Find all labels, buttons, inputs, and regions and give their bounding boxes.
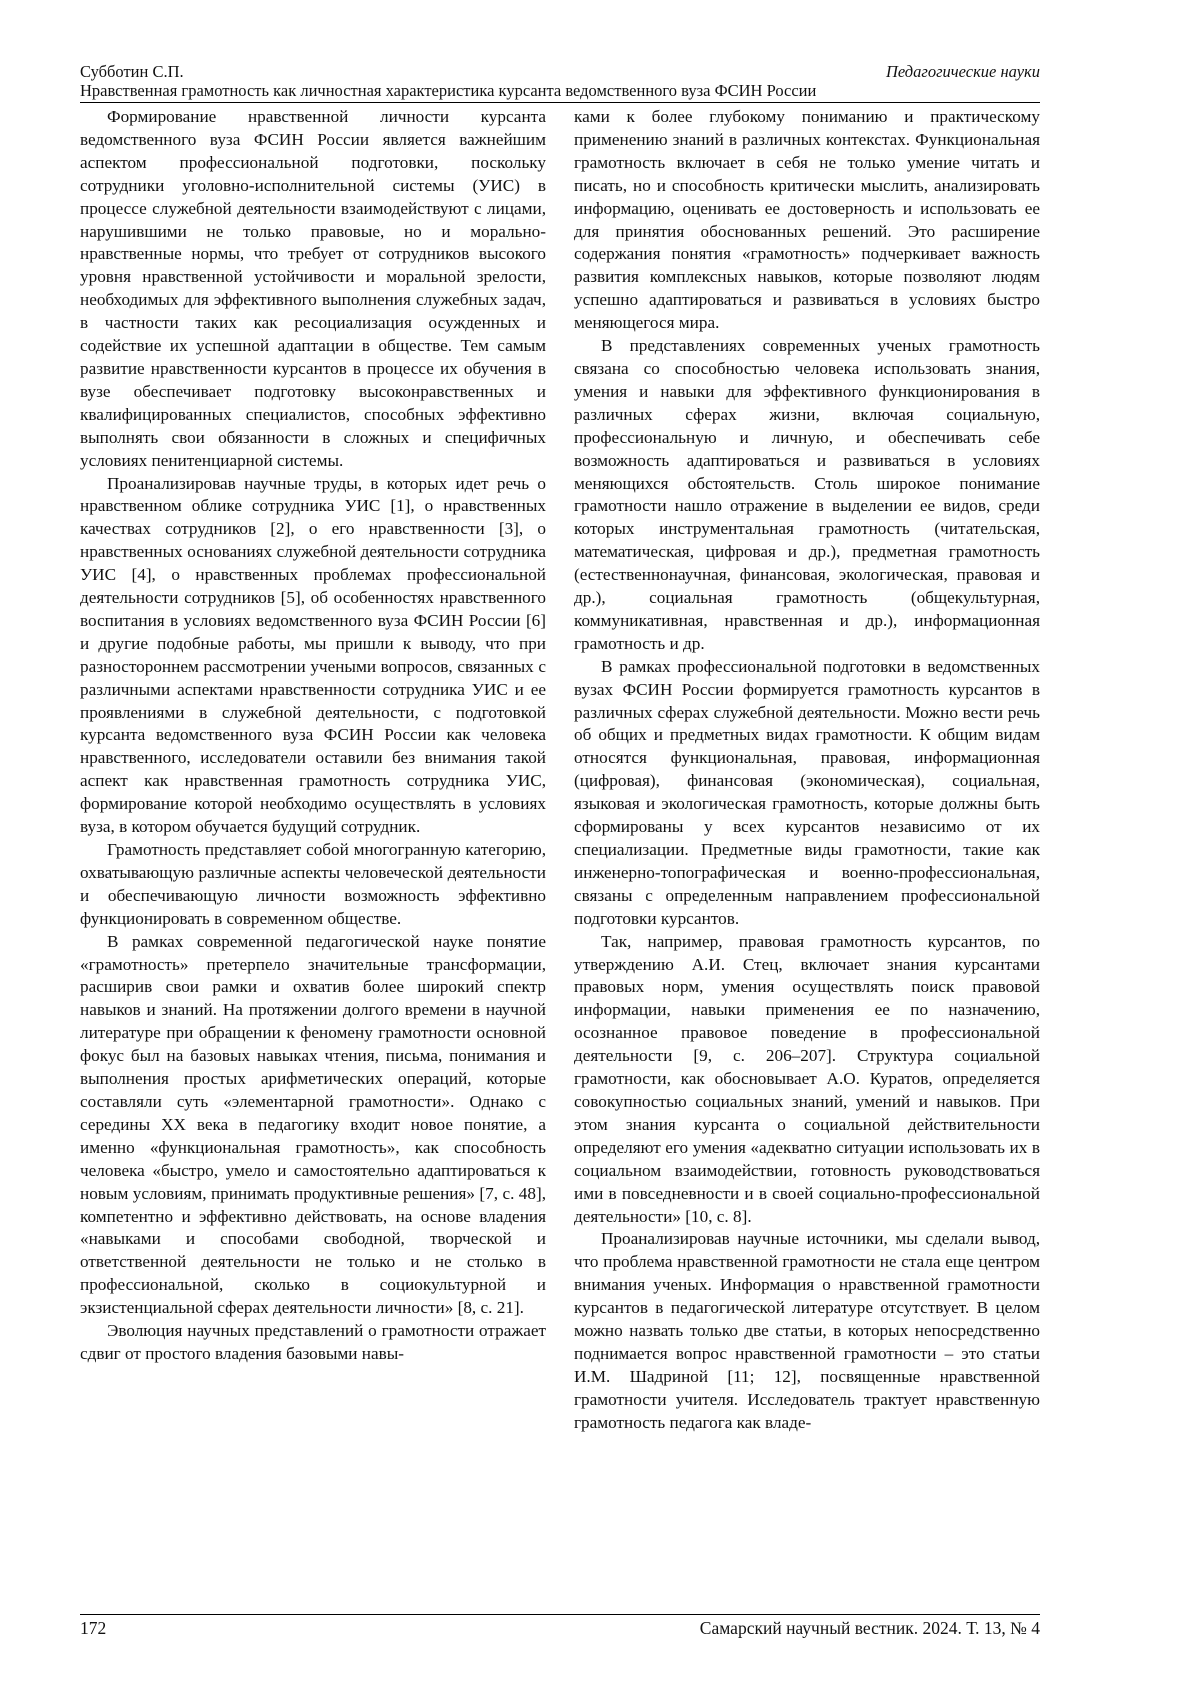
right-column xyxy=(574,106,1040,1612)
paragraph: Грамотность представляет собой многогранную категорию, охватывающую различные аспекты человеческой деятельности и обеспечивающую личности возможность эффективно функционировать в современном обществе. xyxy=(80,840,546,928)
left-column xyxy=(80,106,546,1612)
paragraph: Проанализировав научные источники, мы сделали вывод, что проблема нравственной грамотности не стала еще центром внимания ученых. Информация о нравственной грамотности курсантов в педагогической литературе отсутствует. В целом можно назвать только две статьи, в которых непосредственно поднимается вопрос нравственной грамотности – это статьи И.М. Шадриной [11; 12], посвященные нравственной грамотности учителя. Исследователь трактует нравственную грамотность педагога как владе- xyxy=(574,1229,1040,1432)
paragraph: Эволюция научных представлений о грамотности отражает сдвиг от простого владения базовыми навы- xyxy=(80,1321,546,1363)
running-footer xyxy=(80,1614,1040,1645)
paragraph: В представлениях современных ученых грамотность связана со способностью человека использовать знания, умения и навыки для эффективного функционирования в различных сферах жизни, включая социальную, профессиональную и личную, и обеспечивать себе возможность адаптироваться и развиваться в условиях меняющихся обстоятельств. Столь широкое понимание грамотности нашло отражение в выделении ее видов, среди которых инструментальная грамотность (читательская, математическая, цифровая и др.), предметная грамотность (естественнонаучная, финансовая, экологическая, правовая и др.), социальная грамотность (общекультурная, коммуникативная, нравственная и др.), информационная грамотность и др. xyxy=(574,336,1040,653)
header-article-title: Нравственная грамотность как личностная характеристика курсанта ведомственного вуза ФСИН России xyxy=(80,81,817,100)
journal-page xyxy=(80,62,1040,1662)
paragraph: Так, например, правовая грамотность курсантов, по утверждению А.И. Стец, включает знания курсантами правовых норм, умения осуществлять поиск правовой информации, навыки применения ее по назначению, осознанное правовое поведение в профессиональной деятельности [9, с. 206–207]. Структура социальной грамотности, как обосновывает А.О. Куратов, определяется совокупностью социальных знаний, умений и навыков. При этом знания курсанта о социальной действительности определяют его умения «адекватно ситуации использовать их в социальном взаимодействии, готовность руководствоваться ими в повседневности и в своей социально-профессиональной деятельности» [10, с. 8]. xyxy=(574,931,1040,1226)
page-number: 172 xyxy=(80,1618,107,1638)
paragraph-continuation: ками к более глубокому пониманию и практическому применению знаний в различных контекстах. Функциональная грамотность включает в себя не только умение читать и писать, но и способность критически мыслить, анализировать информацию, оценивать ее достоверность и использовать ее для принятия обоснованных решений. Это расширение содержания понятия «грамотность» подчеркивает важность развития комплексных навыков, которые позволяют людям успешно адаптироваться и развиваться в условиях быстро меняющегося мира. xyxy=(574,107,1040,333)
journal-citation: Самарский научный вестник. 2024. Т. 13, № 4 xyxy=(699,1618,1040,1638)
paragraph: В рамках современной педагогической науке понятие «грамотность» претерпело значительные трансформации, расширив свои рамки и охватив более широкий спектр навыков и знаний. На протяжении долгого времени в научной литературе при обращении к феномену грамотности основной фокус был на базовых навыках чтения, письма, понимания и выполнения простых арифметических операций, которые составляли суть «элементарной грамотности». Однако с середины XX века в педагогику входит новое понятие, а именно «функциональная грамотность», как способность человека «быстро, умело и самостоятельно адаптироваться к новым условиям, принимать продуктивные решения» [7, с. 48], компетентно и эффективно действовать, на основе владения «навыками и способами свободной, творческой и ответственной деятельности не только и не столько в профессиональной, сколько в социокультурной и экзистенциальной сферах деятельности личности» [8, с. 21]. xyxy=(80,931,546,1318)
paragraph: В рамках профессиональной подготовки в ведомственных вузах ФСИН России формируется грамотность курсантов в различных сферах служебной деятельности. Можно вести речь об общих и предметных видах грамотности. К общим видам относятся функциональная, правовая, информационная (цифровая), финансовая (экономическая), социальная, языковая и экологическая грамотность, которые должны быть сформированы у всех курсантов независимо от их специализации. Предметные виды грамотности, такие как инженерно-топографическая и военно-профессиональная, связаны с определенным направлением профессиональной подготовки курсантов. xyxy=(574,656,1040,928)
paragraph: Формирование нравственной личности курсанта ведомственного вуза ФСИН России является важнейшим аспектом профессиональной подготовки, поскольку сотрудники уголовно-исполнительной системы (УИС) в процессе служебной деятельности взаимодействуют с лицами, нарушившими не только правовые, но и морально-нравственные нормы, что требует от сотрудников высокого уровня нравственной устойчивости и моральной зрелости, необходимых для эффективного выполнения служебных задач, в частности таких как ресоциализация осужденных и содействие их успешной адаптации в обществе. Тем самым развитие нравственности курсантов в процессе их обучения в вузе обеспечивает подготовку высоконравственных и квалифицированных специалистов, способных эффективно выполнять свои обязанности в сложных и специфичных условиях пенитенциарной системы. xyxy=(80,107,546,470)
running-header xyxy=(80,62,1040,103)
header-section-label: Педагогические науки xyxy=(885,62,1040,81)
paragraph: Проанализировав научные труды, в которых идет речь о нравственном облике сотрудника УИС [1], о нравственных качествах сотрудников [2], о его нравственности [3], о нравственных основаниях служебной деятельности сотрудника УИС [4], о нравственных проблемах профессиональной деятельности сотрудников [5], об особенностях нравственного воспитания в условиях ведомственного вуза ФСИН России [6] и другие подобные работы, мы пришли к выводу, что при разностороннем рассмотрении учеными вопросов, связанных с различными аспектами нравственности сотрудника УИС и ее проявлениями в служебной деятельности, с подготовкой курсанта ведомственного вуза ФСИН России как человека нравственного, исследователи оставили без внимания такой аспект как нравственная грамотность сотрудника УИС, формирование которой необходимо осуществлять в условиях вуза, в котором обучается будущий сотрудник. xyxy=(80,473,546,837)
header-author: Субботин С.П. xyxy=(80,62,184,81)
article-body xyxy=(80,106,1040,1612)
